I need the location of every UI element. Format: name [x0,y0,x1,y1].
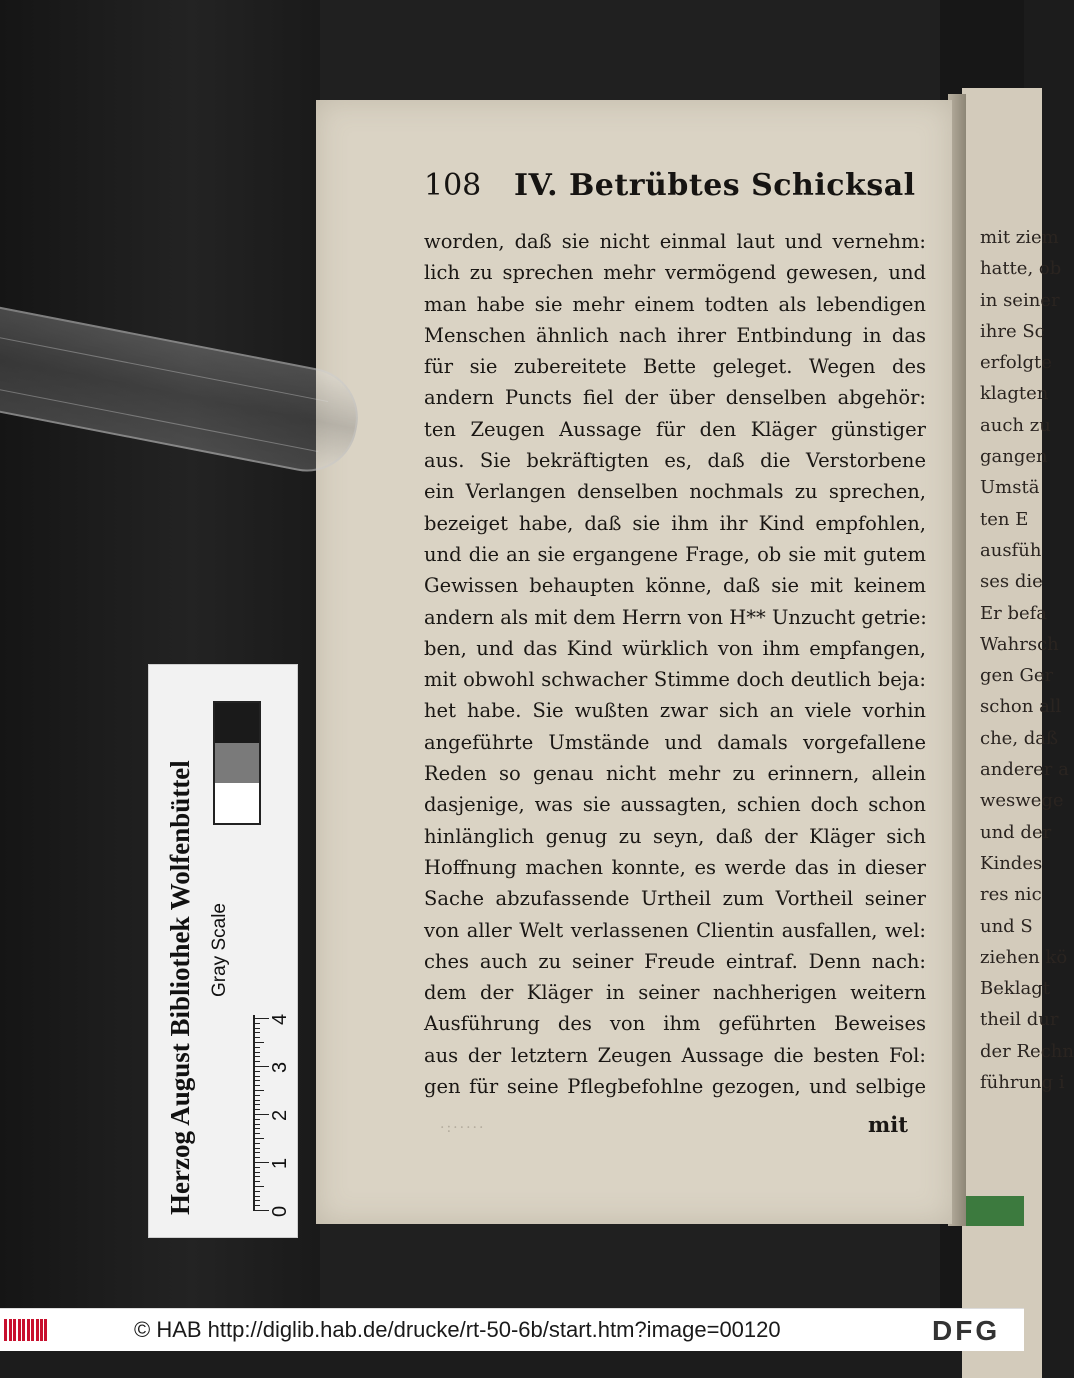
next-page-line: Beklagt [980,978,1051,1000]
ruler [253,1011,293,1217]
text-line: und die an sie ergangene Frage, ob sie mit gutem [424,542,926,566]
gray-scale-swatches [213,701,261,825]
ruler-tick [253,1128,260,1129]
ruler-tick [253,1143,260,1144]
gray-swatch [215,783,259,823]
running-head: IV. Betrübtes Schicksal [514,168,916,203]
next-page-line: ten E [980,508,1029,530]
ruler-tick [253,1124,260,1125]
page-body-text [424,226,926,1102]
next-page-line: schon all [980,696,1062,718]
ruler-tick [253,1162,269,1163]
text-line: von aller Welt verlassenen Clientin ausfallen, wel: [424,918,926,942]
ruler-tick [253,1205,260,1206]
scale-card-content [149,665,297,1237]
ruler-tick [253,1138,264,1139]
ruler-tick [253,1018,269,1019]
text-line: angeführte Umstände und damals vorgefallene [424,730,926,754]
ruler-tick [253,1061,260,1062]
next-page-line: erfolgte [980,352,1052,374]
text-line: für sie zubereitete Bette geleget. Wegen des [424,355,926,379]
next-page-line: Er befa [980,602,1048,624]
text-line: man habe sie mehr einem todten als lebendigen [424,292,926,316]
ruler-tick [253,1191,260,1192]
ruler-tick [253,1196,260,1197]
dfg-logo: DFG [932,1315,1001,1346]
next-page-line: ziehen kö [980,946,1068,968]
ruler-tick [253,1100,260,1101]
gray-swatch [215,703,259,743]
text-line: aus der letztern Zeugen Aussage die besten Fol: [424,1043,926,1067]
next-page-line: res nic [980,884,1042,906]
text-line: Reden so genau nicht mehr zu erinnern, allein [424,762,926,786]
ruler-tick [253,1023,260,1024]
next-page-line: che, daß [980,727,1059,749]
next-page-line: weswege [980,790,1064,812]
text-line: ten Zeugen Aussage für den Kläger günstiger [424,417,926,441]
library-stamp-faint: ·:····· [440,1120,486,1136]
next-page-line: theil dur [980,1009,1059,1031]
text-line: ein Verlangen denselben nochmals zu sprechen, [424,480,926,504]
hab-barcode-logo-icon [4,1319,48,1341]
ruler-tick [253,1080,260,1081]
next-page-line: hatte, ob [980,258,1062,280]
ruler-tick [253,1032,260,1033]
ruler-tick [253,1042,264,1043]
next-page-line: gen Ger [980,665,1054,687]
ruler-tick [253,1076,260,1077]
book-edge-green [966,1196,1024,1226]
next-page-line: in seiner [980,289,1060,311]
library-name: Herzog August Bibliothek Wolfenbüttel [165,760,195,1215]
ruler-tick [253,1090,264,1091]
text-line: bezeiget habe, daß sie ihm ihr Kind empfohlen, [424,511,926,535]
text-line: worden, daß sie nicht einmal laut und vernehm: [424,230,926,253]
text-line: hinlänglich genug zu seyn, daß der Kläger sich [424,824,926,848]
ruler-tick [253,1119,260,1120]
ruler-number: 0 [269,1205,291,1217]
ruler-number: 1 [269,1157,291,1169]
gray-swatch [215,743,259,783]
text-line: Menschen ähnlich nach ihrer Entbindung in das [424,323,926,347]
text-line: aus. Sie bekräftigten es, daß die Verstorbene [424,449,926,473]
text-line: Sache abzufassende Urtheil zum Vortheil seiner [424,887,926,911]
gray-scale-label: Gray Scale [209,903,230,997]
ruler-tick [253,1200,260,1201]
ruler-tick [253,1047,260,1048]
ruler-tick [253,1056,260,1057]
footer-bar [0,1308,1024,1351]
text-line: Gewissen behaupten könne, daß sie mit keinem [424,574,926,598]
ruler-number: 3 [269,1061,291,1073]
next-page-line: mit ziem [980,227,1059,248]
ruler-tick [253,1052,260,1053]
ruler-tick [253,1210,269,1211]
next-page-line: und S [980,915,1033,937]
next-page-line: anderer a [980,759,1069,781]
copyright-url[interactable]: © HAB http://diglib.hab.de/drucke/rt-50-6b/start.htm?image=00120 [134,1317,781,1342]
text-line: andern Puncts fiel der über denselben abgehör: [424,386,926,410]
scale-card [148,664,298,1238]
ruler-tick [253,1152,260,1153]
text-line: mit obwohl schwacher Stimme doch deutlich beja: [424,668,926,692]
ruler-tick [253,1085,260,1086]
ruler-tick [253,1037,260,1038]
ruler-tick [253,1133,260,1134]
next-page-lines [962,222,1074,1098]
ruler-tick [253,1181,260,1182]
next-page-fragment [962,88,1074,1378]
next-page-line: Wahrsch [980,633,1059,655]
text-line: ben, und das Kind würklich von ihm empfangen, [424,636,926,660]
ruler-tick [253,1157,260,1158]
ruler-tick [253,1114,269,1115]
ruler-number: 4 [269,1013,291,1025]
text-line: dem der Kläger in seiner nachherigen weitern [424,981,926,1005]
ruler-number: 2 [269,1109,291,1121]
ruler-tick [253,1109,260,1110]
text-line: Hoffnung machen konnte, es werde das in dieser [424,855,926,879]
next-page-line: ihre Sc [980,320,1045,342]
text-line: dasjenige, was sie aussagten, schien doch schon [424,793,926,817]
next-page-line: der Rechn [980,1040,1074,1062]
next-page-line: auch zu [980,414,1051,436]
next-page-line: Kindes [980,852,1043,874]
ruler-tick [253,1172,260,1173]
ruler-tick [253,1176,260,1177]
ruler-tick [253,1095,260,1096]
ruler-tick [253,1066,269,1067]
catchword: mit [868,1112,908,1137]
text-line: andern als mit dem Herrn von H** Unzucht getrie: [424,605,927,629]
ruler-tick [253,1028,260,1029]
next-page-line: ausfüh [980,539,1042,561]
next-page-line: klagten [980,383,1049,405]
next-page-line: Umstä [980,477,1040,499]
ruler-tick [253,1071,260,1072]
text-line: ches auch zu seiner Freude eintraf. Denn nach: [424,949,926,973]
text-line: gen für seine Pflegbefohlne gezogen, und selbige [424,1075,926,1099]
next-page-line: führung i [980,1072,1065,1094]
next-page-line: und der [980,821,1052,843]
text-line: lich zu sprechen mehr vermögend gewesen, und [424,261,926,285]
ruler-tick [253,1167,260,1168]
page-number: 108 [424,168,482,203]
page-header [424,162,944,218]
text-line: Ausführung des von ihm geführten Beweises [424,1012,926,1036]
ruler-tick [253,1148,260,1149]
ruler-tick [253,1104,260,1105]
text-line: het habe. Sie wußten zwar sich an viele vorhin [424,699,926,723]
next-page-line: gangen [980,446,1048,468]
next-page-line: ses die [980,571,1043,593]
ruler-tick [253,1186,264,1187]
